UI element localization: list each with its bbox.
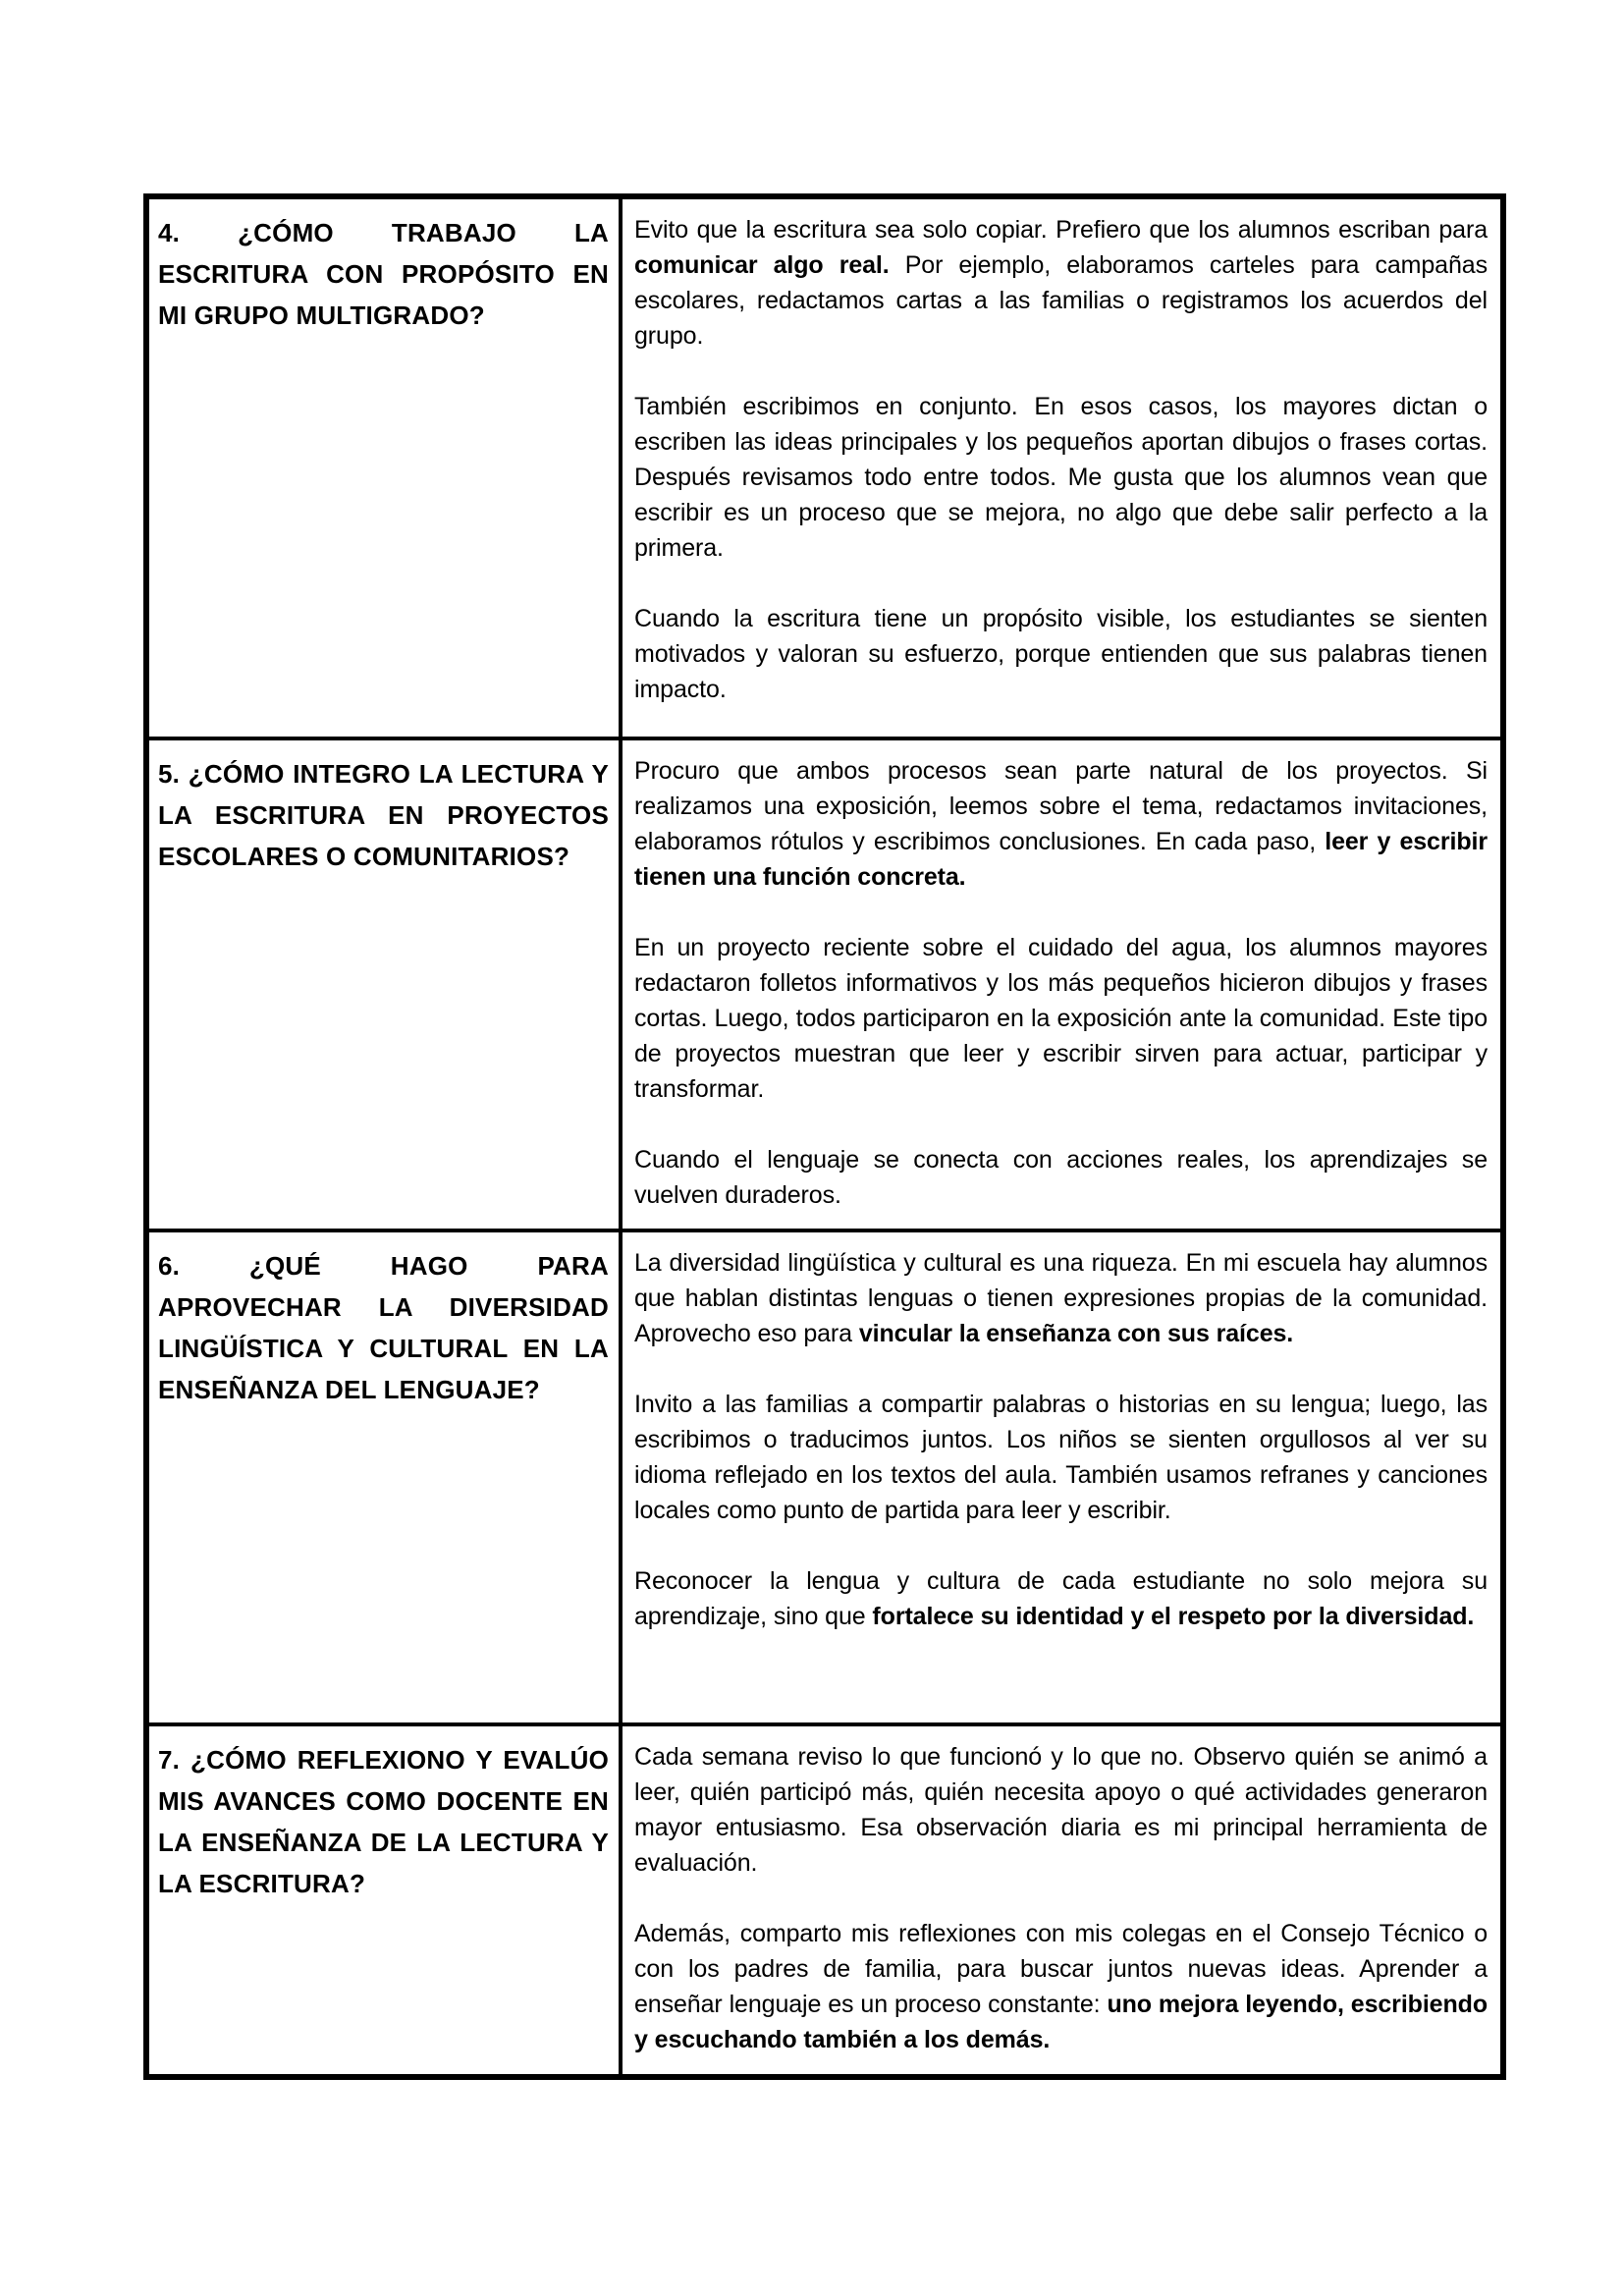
question-answer-table xyxy=(143,193,1506,2080)
question-text: 6. ¿QUÉ HAGO PARA APROVECHAR LA DIVERSIDAD LINGÜÍSTICA Y CULTURAL EN LA ENSEÑANZA DEL LENGUAJE? xyxy=(158,1251,609,1404)
answer-cell xyxy=(623,1726,1500,2074)
answer-bold-segment: leer y escribir tienen una función concreta. xyxy=(634,828,1488,891)
answer-text-segment: En un proyecto reciente sobre el cuidado del agua, los alumnos mayores redactaron folletos informativos y los más pequeños hicieron dibujos y frases cortas. Luego, todos participaron en la exposición ante la comunidad. Este tipo de proyectos muestran que leer y escribir sirven para actuar, participar y transformar. xyxy=(634,934,1488,1103)
question-cell xyxy=(149,1232,623,1722)
answer-text-segment: Invito a las familias a compartir palabras o historias en su lengua; luego, las escribimos o traducimos juntos. Los niños se sienten orgullosos al ver su idioma reflejado en los textos del aula. También usamos refranes y canciones locales como punto de partida para leer y escribir. xyxy=(634,1391,1488,1524)
question-cell xyxy=(149,1726,623,2074)
answer-text-segment: La diversidad lingüística y cultural es una riqueza. En mi escuela hay alumnos que hablan distintas lenguas o tienen expresiones propias de la comunidad. Aprovecho eso para xyxy=(634,1249,1488,1347)
answer-paragraph xyxy=(634,1739,1488,1881)
answer-text-segment: Reconocer la lengua y cultura de cada estudiante no solo mejora su aprendizaje, sino que xyxy=(634,1567,1488,1630)
answer-bold-segment: comunicar algo real. xyxy=(634,251,890,279)
answer-paragraph xyxy=(634,601,1488,707)
answer-cell xyxy=(623,1232,1500,1722)
answer-paragraph xyxy=(634,1142,1488,1213)
answer-paragraph xyxy=(634,1563,1488,1634)
answer-paragraph xyxy=(634,389,1488,566)
answer-cell xyxy=(623,740,1500,1229)
answer-text-segment: Además, comparto mis reflexiones con mis colegas en el Consejo Técnico o con los padres de familia, para buscar juntos nuevas ideas. Aprender a enseñar lenguaje es un proceso constante: xyxy=(634,1920,1488,2018)
answer-paragraph xyxy=(634,1916,1488,2057)
answer-bold-segment: vincular la enseñanza con sus raíces. xyxy=(858,1320,1294,1347)
question-text: 4. ¿CÓMO TRABAJO LA ESCRITURA CON PROPÓSITO EN MI GRUPO MULTIGRADO? xyxy=(158,218,609,330)
answer-text-segment: Evito que la escritura sea solo copiar. Prefiero que los alumnos escriban para xyxy=(634,216,1488,244)
answer-text-segment: Procuro que ambos procesos sean parte natural de los proyectos. Si realizamos una exposición, leemos sobre el tema, redactamos invitaciones, elaboramos rótulos y escribimos conclusiones. En cada paso, xyxy=(634,757,1488,855)
table-row xyxy=(149,737,1500,1229)
question-text: 7. ¿CÓMO REFLEXIONO Y EVALÚO MIS AVANCES COMO DOCENTE EN LA ENSEÑANZA DE LA LECTURA Y LA ESCRITURA? xyxy=(158,1745,609,1898)
answer-text-segment: Cuando el lenguaje se conecta con acciones reales, los aprendizajes se vuelven duraderos. xyxy=(634,1146,1488,1209)
answer-paragraph xyxy=(634,1245,1488,1351)
answer-paragraph xyxy=(634,753,1488,895)
answer-paragraph xyxy=(634,930,1488,1107)
question-cell xyxy=(149,199,623,737)
answer-text-segment: Cada semana reviso lo que funcionó y lo que no. Observo quién se animó a leer, quién participó más, quién necesita apoyo o qué actividades generaron mayor entusiasmo. Esa observación diaria es mi principal herramienta de evaluación. xyxy=(634,1743,1488,1877)
question-cell xyxy=(149,740,623,1229)
question-text: 5. ¿CÓMO INTEGRO LA LECTURA Y LA ESCRITURA EN PROYECTOS ESCOLARES O COMUNITARIOS? xyxy=(158,759,609,871)
answer-text-segment: Por ejemplo, elaboramos carteles para campañas escolares, redactamos cartas a las familias o registramos los acuerdos del grupo. xyxy=(634,251,1488,350)
answer-cell xyxy=(623,199,1500,737)
table-row xyxy=(149,1722,1500,2074)
answer-text-segment: Cuando la escritura tiene un propósito visible, los estudiantes se sienten motivados y valoran su esfuerzo, porque entienden que sus palabras tienen impacto. xyxy=(634,605,1488,703)
answer-bold-segment: fortalece su identidad y el respeto por la diversidad. xyxy=(872,1603,1475,1630)
answer-paragraph xyxy=(634,212,1488,354)
table-row xyxy=(149,199,1500,737)
answer-bold-segment: uno mejora leyendo, escribiendo y escuchando también a los demás. xyxy=(634,1991,1488,2053)
answer-paragraph xyxy=(634,1387,1488,1528)
answer-text-segment: También escribimos en conjunto. En esos casos, los mayores dictan o escriben las ideas principales y los pequeños aportan dibujos o frases cortas. Después revisamos todo entre todos. Me gusta que los alumnos vean que escribir es un proceso que se mejora, no algo que debe salir perfecto a la primera. xyxy=(634,393,1488,562)
table-row xyxy=(149,1229,1500,1722)
